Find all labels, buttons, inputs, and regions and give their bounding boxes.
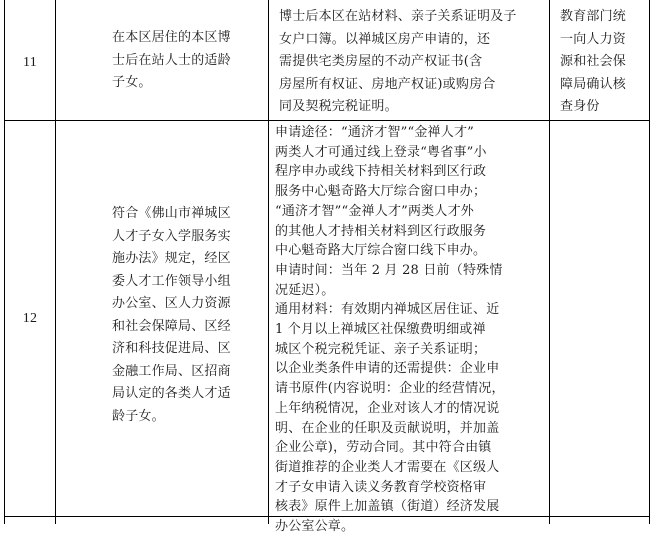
- table-column-divider: [55, 0, 56, 524]
- row-11-materials: 博士后本区在站材料、亲子关系证明及子 女户口簿。以禅城区房产申请的，还 需提供宅类房屋的不动产权证书(含 房屋所有权证、房地产权证)或购房合 同及契税完税证明。: [279, 9, 517, 114]
- table-column-divider: [268, 0, 269, 524]
- row-11-condition: 在本区居住的本区博 士后在站人士的适龄 子女。: [112, 30, 231, 90]
- row-12-department: [560, 123, 648, 153]
- table-border-left: [4, 0, 5, 524]
- row-12-condition: 符合《佛山市禅城区 人才子女入学服务实 施办法》规定，经区 委人才工作领导小组 办公室、区人力资源 和社会保障局、区经 济和科技促进局、区 金融工作局、区招商 局认定的各类人才适 龄子女。: [112, 206, 231, 424]
- table-border-right: [649, 0, 650, 524]
- row-number-11: 11: [23, 55, 37, 70]
- row-11-department: 教育部门统 一向人力资 源和社会保 障局确认核 查身份: [560, 9, 627, 114]
- row-number-12: 12: [22, 311, 38, 326]
- table-row-divider: [4, 120, 650, 121]
- table-column-divider: [549, 0, 550, 524]
- row-12-materials: 申请途径：“通济才智”“金禅人才” 两类人才可通过线上登录“粤省事”小 程序申办或线下持相关材料到区行政 服务中心魁奇路大厅综合窗口申办； “通济才智”“金禅人才”两类人才外 的其他人才持相关材料到区行政服务 中心魁奇路大厅综合窗口线下申办。 申请时间：当年 2 月 28 日前（特殊情 况延迟）。 通用材料：有效期内禅城区居住证、近 1 个月以上禅城区社保缴费明细或禅 城区个税完税凭证、亲子关系证明； 以企业类条件申请的还需提供：企业申 请书原件(内容说明：企业的经营情况， 上年纳税情况，企业对该人才的情况说 明、在企业的任职及贡献说明，并加盖 企业公章)，劳动合同。其中符合由镇 街道推荐的企业类人才需要在《区级人 才子女申请入读义务教育学校资格审 核表》原件上加盖镇（街道）经济发展 办公室公章。: [275, 125, 505, 535]
